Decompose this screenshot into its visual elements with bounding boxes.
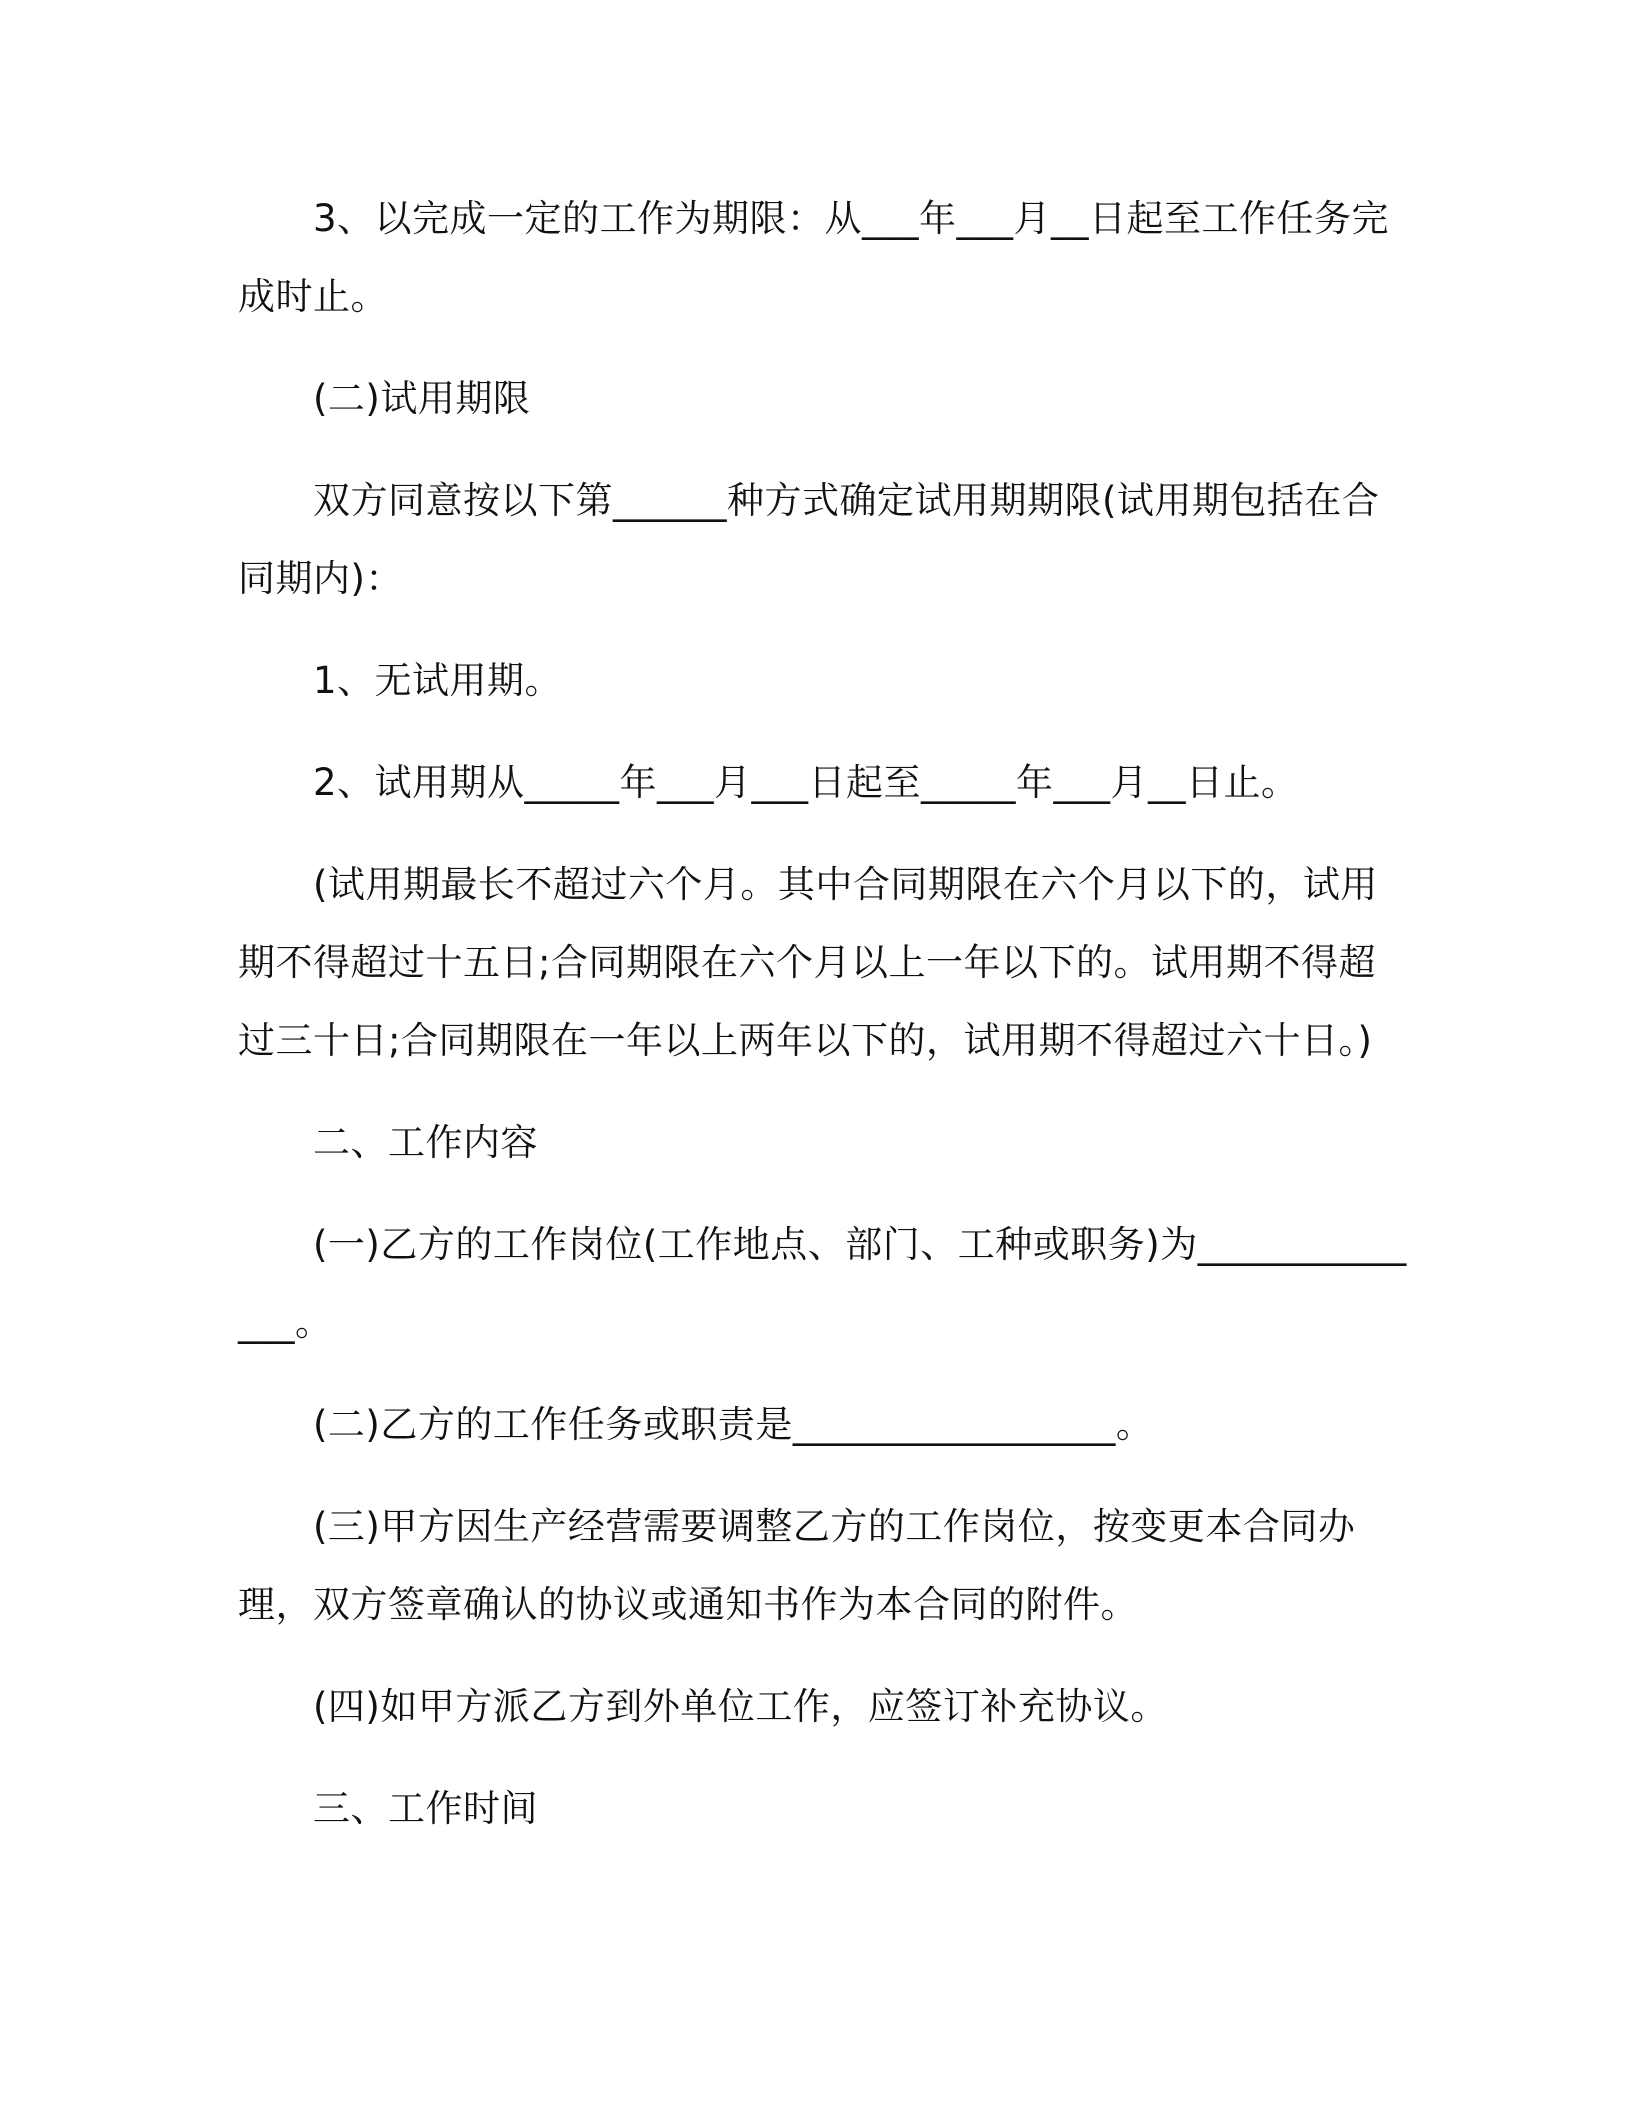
probation-option-1: 1、无试用期。 [313,659,563,702]
external-assignment-paragraph: (四)如甲方派乙方到外单位工作，应签订补充协议。 [313,1685,1168,1728]
probation-note: (试用期最长不超过六个月。其中合同期限在六个月以下的，试用期不得超过十五日;合同期限在六个月以上一年以下的。试用期不得超过三十日;合同期限在一年以上两年以下的，试用期不得超过六十日。) [238,863,1378,1062]
section-2-work-content-heading: 二、工作内容 [313,1121,538,1164]
work-position-paragraph: (一)乙方的工作岗位(工作地点、部门、工种或职务)为______________。 [238,1223,1407,1344]
probation-method-paragraph: 双方同意按以下第______种方式确定试用期期限(试用期包括在合同期内)： [238,479,1380,600]
position-adjustment-paragraph: (三)甲方因生产经营需要调整乙方的工作岗位，按变更本合同办理，双方签章确认的协议或通知书作为本合同的附件。 [238,1505,1356,1626]
work-duties-paragraph: (二)乙方的工作任务或职责是_________________。 [313,1403,1154,1446]
section-3-work-hours-heading: 三、工作时间 [313,1787,538,1830]
section-probation-heading: (二)试用期限 [313,377,531,420]
probation-option-2: 2、试用期从_____年___月___日起至_____年___月__日止。 [313,761,1299,804]
clause-3-fixed-task-term: 3、以完成一定的工作为期限：从___年___月__日起至工作任务完成时止。 [238,197,1390,318]
document-body [238,180,1408,1872]
